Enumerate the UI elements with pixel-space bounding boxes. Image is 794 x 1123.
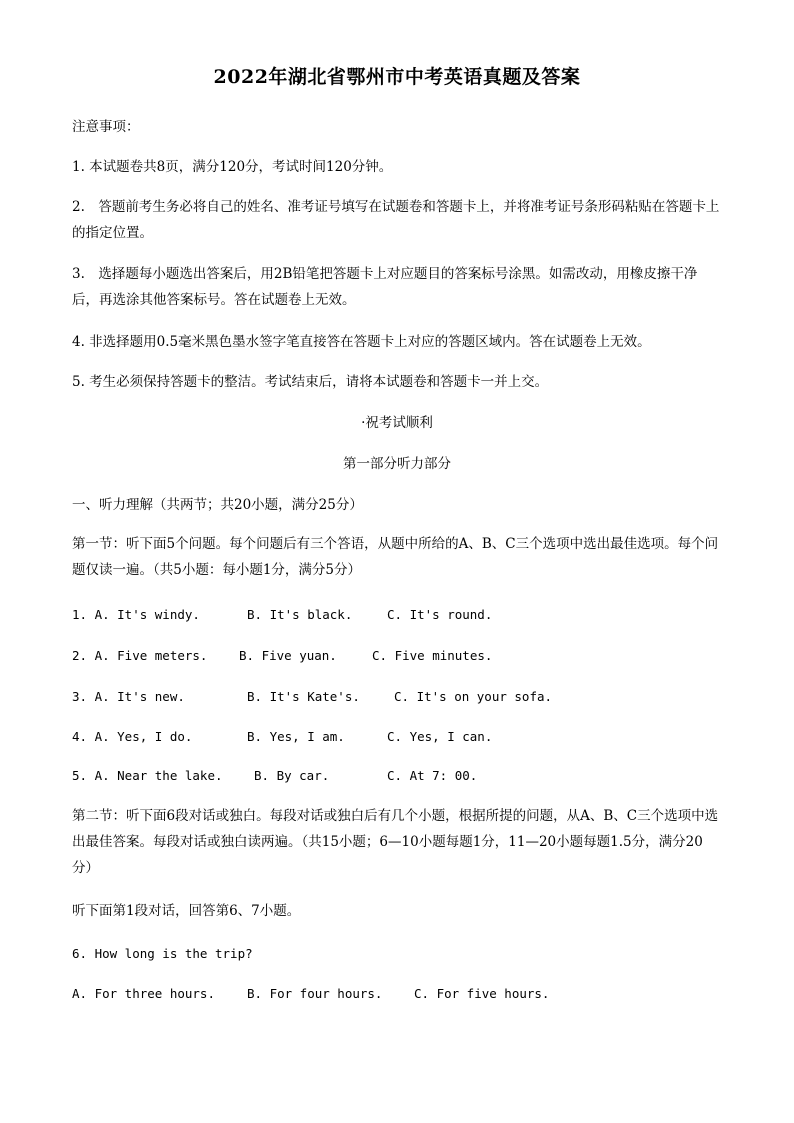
question-3-option-b: B. It's Kate's.: [247, 689, 360, 704]
notice-item-5: 5. 考生必须保持答题卡的整洁。考试结束后，请将本试题卷和答题卡一并上交。: [72, 374, 549, 390]
section2-intro: 第二节：听下面6段对话或独白。每段对话或独白后有几个小题，根据所提的问题，从A、B、C三个选项中选出最佳答案。每段对话或独白读两遍。（共15小题；6—10小题每题1分，11—20小题每题1.5分，满分20分）: [72, 808, 719, 876]
notice-item-2: 2. 答题前考生务必将自己的姓名、准考证号填写在试题卷和答题卡上，并将准考证号条形码粘贴在答题卡上的指定位置。: [72, 199, 720, 241]
notice-heading: 注意事项：: [72, 119, 140, 135]
notice-item-3: 3. 选择题每小题选出答案后，用2B铅笔把答题卡上对应题目的答案标号涂黑。如需改动，用橡皮擦干净后，再选涂其他答案标号。答在试题卷上无效。: [72, 266, 698, 308]
wish-line: ·祝考试顺利: [361, 415, 433, 431]
question-4-option-c: C. Yes, I can.: [387, 729, 493, 744]
question-6-option-b: B. For four hours.: [247, 986, 383, 1001]
question-6-option-c: C. For five hours.: [414, 986, 550, 1001]
question-6-stem: 6. How long is the trip?: [72, 946, 253, 961]
question-1-option-a: 1. A. It's windy.: [72, 607, 200, 622]
section-heading: 一、听力理解（共两节；共20小题，满分25分）: [72, 497, 363, 513]
notice-item-4: 4. 非选择题用0.5毫米黑色墨水签字笔直接答在答题卡上对应的答题区域内。答在试题卷上无效。: [72, 334, 651, 350]
section1-intro: 第一节：听下面5个问题。每个问题后有三个答语，从题中所给的A、B、C三个选项中选出最佳选项。每个问题仅读一遍。（共5小题：每小题1分，满分5分）: [72, 536, 719, 578]
page-title: 2022年湖北省鄂州市中考英语真题及答案: [213, 66, 581, 88]
question-1-option-c: C. It's round.: [387, 607, 493, 622]
question-4-option-a: 4. A. Yes, I do.: [72, 729, 193, 744]
question-4-option-b: B. Yes, I am.: [247, 729, 345, 744]
notice-item-1: 1. 本试题卷共8页，满分120分，考试时间120分钟。: [72, 159, 393, 175]
question-3-option-c: C. It's on your sofa.: [394, 689, 553, 704]
question-5-option-c: C. At 7: 00.: [387, 768, 478, 783]
question-5-option-b: B. By car.: [254, 768, 330, 783]
part-title: 第一部分听力部分: [343, 456, 451, 472]
question-3-option-a: 3. A. It's new.: [72, 689, 185, 704]
question-6-option-a: A. For three hours.: [72, 986, 215, 1001]
question-5-option-a: 5. A. Near the lake.: [72, 768, 223, 783]
question-2-option-b: B. Five yuan.: [239, 648, 337, 663]
question-1-option-b: B. It's black.: [247, 607, 353, 622]
question-2-option-a: 2. A. Five meters.: [72, 648, 208, 663]
dialog-1-intro: 听下面第1段对话，回答第6、7小题。: [72, 903, 301, 919]
question-2-option-c: C. Five minutes.: [372, 648, 493, 663]
